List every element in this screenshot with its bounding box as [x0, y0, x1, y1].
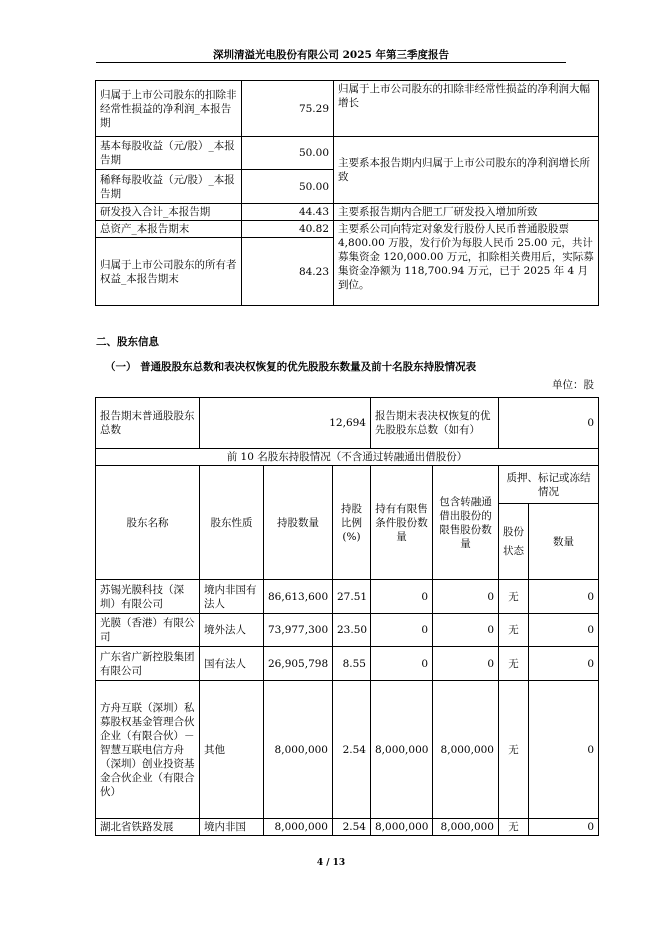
nature-cell: 境外法人: [200, 614, 264, 647]
nature-cell: 其他: [200, 681, 264, 819]
name-cell: 方舟互联（深圳）私募股权基金管理合伙企业（有限合伙）－智慧互联电信方舟（深圳）创业投资基金合伙企业（有限合伙）: [96, 681, 200, 819]
total-value: 12,694: [200, 398, 371, 449]
shares-cell: 73,977,300: [264, 614, 333, 647]
header-shares: 持股数量: [264, 466, 333, 580]
table-row: [96, 681, 599, 819]
pref-value: 0: [499, 398, 599, 449]
page-header: 深圳清溢光电股份有限公司 2025 年第三季度报告: [212, 49, 450, 61]
table-row: [96, 137, 599, 170]
lending-cell: 8,000,000: [433, 681, 499, 819]
table-row: [96, 580, 599, 614]
name-cell: 光膜（香港）有限公司: [96, 614, 200, 647]
header-rule: [96, 62, 566, 63]
pref-label: 报告期末表决权恢复的优先股股东总数（如有）: [371, 398, 499, 449]
ratio-cell: 8.55: [333, 647, 371, 681]
section-subtitle: （一） 普通股股东总数和表决权恢复的优先股股东数量及前十名股东持股情况表: [105, 361, 477, 373]
header-nature: 股东性质: [200, 466, 264, 580]
restricted-cell: 8,000,000: [371, 819, 433, 836]
nature-cell: 境内非国有法人: [200, 580, 264, 614]
header-pledge: 质押、标记或冻结情况: [499, 466, 599, 504]
lending-cell: 0: [433, 614, 499, 647]
reason-cell: 主要系公司向特定对象发行股份人民币普通股股票 4,800.00 万股，发行价为每股人民币 25.00 元，共计募集资金 120,000.00 万元，扣除相关费用后，实际募集资金净额为 118,700.94 万元，已于 2025 年 4 月到位。: [334, 221, 599, 306]
ratio-cell: 2.54: [333, 819, 371, 836]
top10-caption: 前 10 名股东持股情况（不含通过转融通出借股份）: [96, 449, 599, 466]
name-cell: 苏锡光膜科技（深圳）有限公司: [96, 580, 200, 614]
restricted-cell: 0: [371, 580, 433, 614]
nature-cell: 国有法人: [200, 647, 264, 681]
header-lending: 包含转融通借出股份的限售股份数量: [433, 466, 499, 580]
qty-cell: 0: [529, 681, 599, 819]
value-cell: 44.43: [242, 204, 334, 221]
section-title: 二、股东信息: [96, 336, 159, 348]
status-cell: 无: [499, 580, 529, 614]
value-cell: 40.82: [242, 221, 334, 238]
value-cell: 50.00: [242, 137, 334, 170]
nature-cell: 境内非国: [200, 819, 264, 836]
shares-cell: 86,613,600: [264, 580, 333, 614]
reason-cell: 归属于上市公司股东的扣除非经常性损益的净利润大幅增长: [334, 81, 599, 137]
qty-cell: 0: [529, 819, 599, 836]
shares-cell: 8,000,000: [264, 819, 333, 836]
shares-cell: 26,905,798: [264, 647, 333, 681]
table-row: [96, 647, 599, 681]
header-qty: 数量: [529, 504, 599, 580]
reason-cell: 主要系报告期内合肥工厂研发投入增加所致: [334, 204, 599, 221]
qty-cell: 0: [529, 580, 599, 614]
table-row: [96, 398, 599, 449]
shares-cell: 8,000,000: [264, 681, 333, 819]
lending-cell: 0: [433, 647, 499, 681]
status-cell: 无: [499, 614, 529, 647]
unit-label: 单位：股: [552, 379, 594, 391]
reason-cell: 主要系本报告期内归属于上市公司股东的净利润增长所致: [334, 137, 599, 204]
item-cell: 归属于上市公司股东的扣除非经常性损益的净利润_本报告期: [96, 81, 242, 137]
table-row: [96, 819, 599, 836]
header-status: 股份状态: [499, 504, 529, 580]
status-cell: 无: [499, 819, 529, 836]
value-cell: 75.29: [242, 81, 334, 137]
lending-cell: 8,000,000: [433, 819, 499, 836]
ratio-cell: 2.54: [333, 681, 371, 819]
restricted-cell: 8,000,000: [371, 681, 433, 819]
qty-cell: 0: [529, 647, 599, 681]
item-cell: 研发投入合计_本报告期: [96, 204, 242, 221]
item-cell: 基本每股收益（元/股）_本报告期: [96, 137, 242, 170]
value-cell: 50.00: [242, 170, 334, 204]
header-restricted: 持有有限售条件股份数量: [371, 466, 433, 580]
header-name: 股东名称: [96, 466, 200, 580]
header-row: [96, 466, 599, 504]
table-row: [96, 81, 599, 137]
header-ratio: 持股比例(%): [333, 466, 371, 580]
status-cell: 无: [499, 647, 529, 681]
ratio-cell: 27.51: [333, 580, 371, 614]
status-cell: 无: [499, 681, 529, 819]
total-label: 报告期末普通股股东总数: [96, 398, 200, 449]
table-row: [96, 449, 599, 466]
restricted-cell: 0: [371, 614, 433, 647]
item-cell: 归属于上市公司股东的所有者权益_本报告期末: [96, 238, 242, 306]
restricted-cell: 0: [371, 647, 433, 681]
table-row: [96, 614, 599, 647]
table-row: [96, 204, 599, 221]
qty-cell: 0: [529, 614, 599, 647]
value-cell: 84.23: [242, 238, 334, 306]
finance-change-table: [95, 80, 599, 306]
table-row: [96, 221, 599, 238]
lending-cell: 0: [433, 580, 499, 614]
page-number: 4 / 13: [316, 858, 346, 868]
item-cell: 总资产_本报告期末: [96, 221, 242, 238]
name-cell: 湖北省铁路发展: [96, 819, 200, 836]
shareholder-table: [95, 397, 599, 836]
name-cell: 广东省广新控股集团有限公司: [96, 647, 200, 681]
item-cell: 稀释每股收益（元/股）_本报告期: [96, 170, 242, 204]
ratio-cell: 23.50: [333, 614, 371, 647]
